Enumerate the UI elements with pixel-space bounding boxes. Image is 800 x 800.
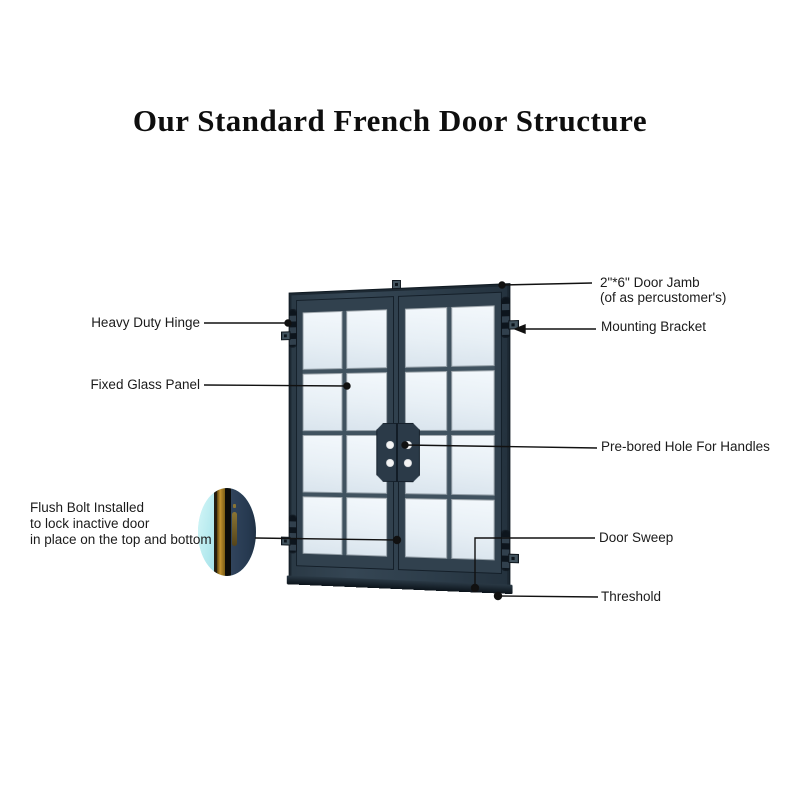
mounting-bracket [508, 554, 519, 564]
handle-plate [376, 423, 420, 482]
glass-grid [303, 309, 387, 556]
label-fixed-glass-panel: Fixed Glass Panel [90, 377, 200, 392]
label-door-jamb [600, 275, 726, 305]
glass-pane [303, 496, 343, 555]
glass-pane [303, 311, 343, 370]
mounting-bracket [281, 331, 290, 340]
glass-pane [451, 305, 494, 367]
leader-door-jamb [499, 282, 592, 288]
label-flush-bolt-line1: Flush Bolt Installed [30, 500, 145, 515]
label-pre-bored-hole: Pre-bored Hole For Handles [601, 439, 770, 454]
glass-pane [451, 499, 494, 560]
flush-bolt-screw [233, 504, 236, 508]
door-meeting-seam [396, 423, 398, 482]
glass-pane [451, 435, 494, 496]
page-title: Our Standard French Door Structure [132, 103, 648, 138]
label-heavy-duty-hinge: Heavy Duty Hinge [91, 315, 200, 330]
glass-pane [451, 370, 494, 431]
glass-pane [303, 373, 343, 431]
mounting-bracket [508, 320, 519, 330]
pre-bored-hole [386, 459, 394, 467]
label-flush-bolt-line2: to lock inactive door [30, 516, 150, 531]
label-flush-bolt [30, 500, 212, 548]
leader-heavy-duty-hinge [204, 320, 291, 326]
glass-pane [405, 307, 447, 368]
label-threshold: Threshold [601, 589, 662, 604]
hinge [502, 298, 509, 337]
pre-bored-hole [386, 441, 394, 449]
label-flush-bolt-line3: in place on the top and bottom [30, 532, 212, 547]
leader-mounting-bracket [515, 325, 596, 333]
glass-pane [405, 371, 447, 431]
mounting-bracket [392, 280, 401, 289]
glass-pane [346, 309, 387, 369]
french-door-illustration [289, 283, 511, 591]
mounting-bracket [281, 537, 290, 546]
glass-pane [346, 372, 387, 431]
flush-bolt [232, 512, 237, 546]
pre-bored-hole [404, 441, 412, 449]
glass-pane [303, 435, 343, 493]
glass-pane [346, 497, 387, 557]
label-door-jamb-line1: 2"*6" Door Jamb [600, 275, 700, 290]
label-door-sweep: Door Sweep [599, 530, 674, 545]
label-door-jamb-line2: (of as percustomer's) [600, 290, 727, 305]
glass-pane [405, 498, 447, 559]
callout-wood-strip [217, 488, 225, 576]
label-mounting-bracket: Mounting Bracket [601, 319, 707, 334]
pre-bored-hole [404, 459, 412, 467]
hinge [290, 310, 297, 347]
hinge [290, 516, 297, 553]
hinge [502, 531, 509, 570]
